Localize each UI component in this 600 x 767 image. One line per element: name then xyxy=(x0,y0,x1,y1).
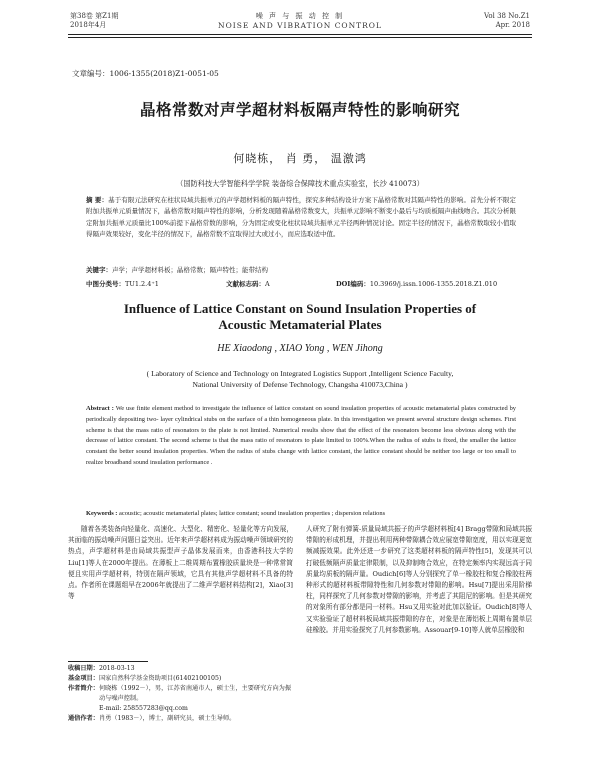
affiliation-en xyxy=(50,368,550,390)
title-en-line2: Acoustic Metamaterial Plates xyxy=(218,317,382,332)
abstract-en-label: Abstract : xyxy=(86,405,114,412)
abstract-cn-label: 摘 要： xyxy=(86,196,109,204)
clc-value: TU1.2.4⁺1 xyxy=(125,280,159,288)
journal-date: 2018年4月 xyxy=(70,21,107,29)
keywords-cn-label: 关键字： xyxy=(86,266,112,274)
keywords-en-label: Keywords : xyxy=(86,510,118,517)
article-number: 文章编号：1006-1355(2018)Z1-0051-05 xyxy=(72,69,219,78)
footnote-rule xyxy=(68,661,148,662)
header-left xyxy=(70,12,118,30)
body-left-column: 随着各类装备向轻量化、高速化、大型化、精密化、轻量化等方向发展，其面临的振动噪声问题日益突出。近年来声学超材料成为振动噪声领域研究的热点，声学超材料是由局域共振型声子晶体发展而来，由香港科技大学的Liu[1]等人在2000年提出。在薄板上二维周期布置橡胶质量块是一种常常简便且实用声学超材料，特别在隔声领域，它具有其他声学超材料不具备的特点。作者所在课题组早在2006年就提出了二维声学超材料结构[2]，Xiao[3]等 xyxy=(68,525,293,601)
abstract-cn-text: 基于有限元法研究在柱状局域共振单元的声学超材料板的隔声特性，探究多种结构设计方案下晶格常数对其隔声特性的影响。首先分析不限定附加共振单元质量情况下，晶格常数对隔声特性的影响，分析发现随着晶格常数变大，共振单元影响不断变小最后与均质板隔声曲线吻合。其次分析限定附加共振单元质量比100%前提下晶格常数的影响，分为固定或变化柱状局域共振单元半径两种情况讨论。固定半径的情况下，晶格常数取较小值取得隔声效果较好，变化半径的情况下，晶格常数不宜取得过大或过小，而应选取适中值。 xyxy=(86,196,517,239)
keywords-en-text: acoustic; acoustic metamaterial plates; lattice constant; sound insulation properties ; dispersion relations xyxy=(119,510,386,517)
title-cn: 晶格常数对声学超材料板隔声特性的影响研究 xyxy=(139,101,460,119)
body-right-column: 人研究了附有弹簧-质量局域共振子的声学超材料板[4] Bragg带隙和局域共振带隙的形成机理，并提出利用两种带隙耦合效应展宽带隙宽度，用以实现更宽频减振效果。此外还进一步研究了这类超材料板的隔声特性[5]，发现其可以打破低频隔声质量定律限制，以及抑制吻合效应，在特定频率内实现远高于同质量均质板的隔声量。Oudich[6]等人分别探究了单一橡胶柱和复合橡胶柱两种形式的超材料板带隙特性和几何参数对带隙的影响。Hsu[7]提出采用阶梯柱，同样探究了几何参数对带隙的影响，并考虑了其阻尼的影响。但是其研究的对象所有部分都是同一材料。Hsu又用实验对此加以验证。Oudich[8]等人又实验验证了超材料板局域共振带隙的存在，对象是在薄铝板上周期布置单层硅橡胶。并用实验探究了几何参数影响。Assouar[9-10]等人就单层橡胶和 xyxy=(306,525,532,634)
author-email: E-mail: 258557283@qq.com xyxy=(99,705,188,712)
affiliation-en-line2: National University of Defense Technology, Changsha 410073,China ) xyxy=(192,380,408,389)
authors-cn: 何晓栋， 肖 勇， 温激鸿 xyxy=(233,152,367,165)
journal-name-en: NOISE AND VIBRATION CONTROL xyxy=(218,21,382,30)
corresponding-author: 通信作者：肖勇（1983－），博士，副研究员，硕士生导师。 xyxy=(68,715,236,722)
received-date: 收稿日期：2018-03-13 xyxy=(68,665,135,672)
abstract-en xyxy=(86,404,516,469)
header-right xyxy=(484,12,530,30)
author-bio: 作者简介：何晓栋（1992－），男，江苏省南通市人，硕士生，主要研究方向为振动与噪声控制。 xyxy=(68,685,292,702)
keywords-en xyxy=(86,510,526,517)
footnote xyxy=(68,664,296,724)
title-en xyxy=(50,301,550,333)
keywords-cn-text: 声学；声学超材料板；晶格常数；隔声特性；能带结构 xyxy=(112,266,268,274)
abstract-en-text: We use finite element method to investigate the influence of lattice constant on sound insulation properties of acoustic metamaterial plates constructed by periodically depositing two- layer cylindrical stubs on the surface of a thin homogeneous plate. In this investigation we present several structure design schemes. First scheme is that the mass ratio of resonators to the plate is not limited. Numerical results show that the effect of the resonators become less obvious along with the decrease of lattice constant. The second scheme is that the mass ratio of resonators to plate limited to 100%.When the radius of stubs is fixed, the smaller the lattice constant the better sound insulation properties. When the radius of stubs change with lattice constant, the lattice constant should be neither too large or too small to realize broadband sound insulation performance . xyxy=(86,405,516,466)
journal-name-cn: 噪 声 与 振 动 控 制 xyxy=(255,12,345,20)
journal-volume: 第38卷 第Z1期 xyxy=(70,12,119,20)
journal-volume-en: Vol 38 No.Z1 xyxy=(484,12,530,20)
header-rule-thin xyxy=(68,37,532,38)
journal-date-en: Apr. 2018 xyxy=(495,21,530,29)
title-en-line1: Influence of Lattice Constant on Sound Insulation Properties of xyxy=(123,301,477,316)
fund: 基金项目：国家自然科学基金资助项目(61402100105) xyxy=(68,675,222,682)
affiliation-en-line1: ( Laboratory of Science and Technology on Integrated Logistics Support ,Intelligent Science Faculty, xyxy=(146,369,454,378)
affiliation-cn: （国防科技大学智能科学学院 装备综合保障技术重点实验室，长沙 410073） xyxy=(176,179,424,188)
abstract-cn xyxy=(86,195,516,241)
classification-line xyxy=(86,279,516,288)
header-rule xyxy=(68,34,532,35)
authors-en: HE Xiaodong , XIAO Yong , WEN Jihong xyxy=(217,343,383,354)
keywords-cn xyxy=(86,265,516,274)
doi: DOI编码：10.3969/j.issn.1006-1355.2018.Z1.010 xyxy=(336,280,498,288)
doc-code: 文献标志码：A xyxy=(226,280,270,288)
clc-label: 中图分类号： xyxy=(86,280,125,288)
header-center xyxy=(170,12,430,30)
